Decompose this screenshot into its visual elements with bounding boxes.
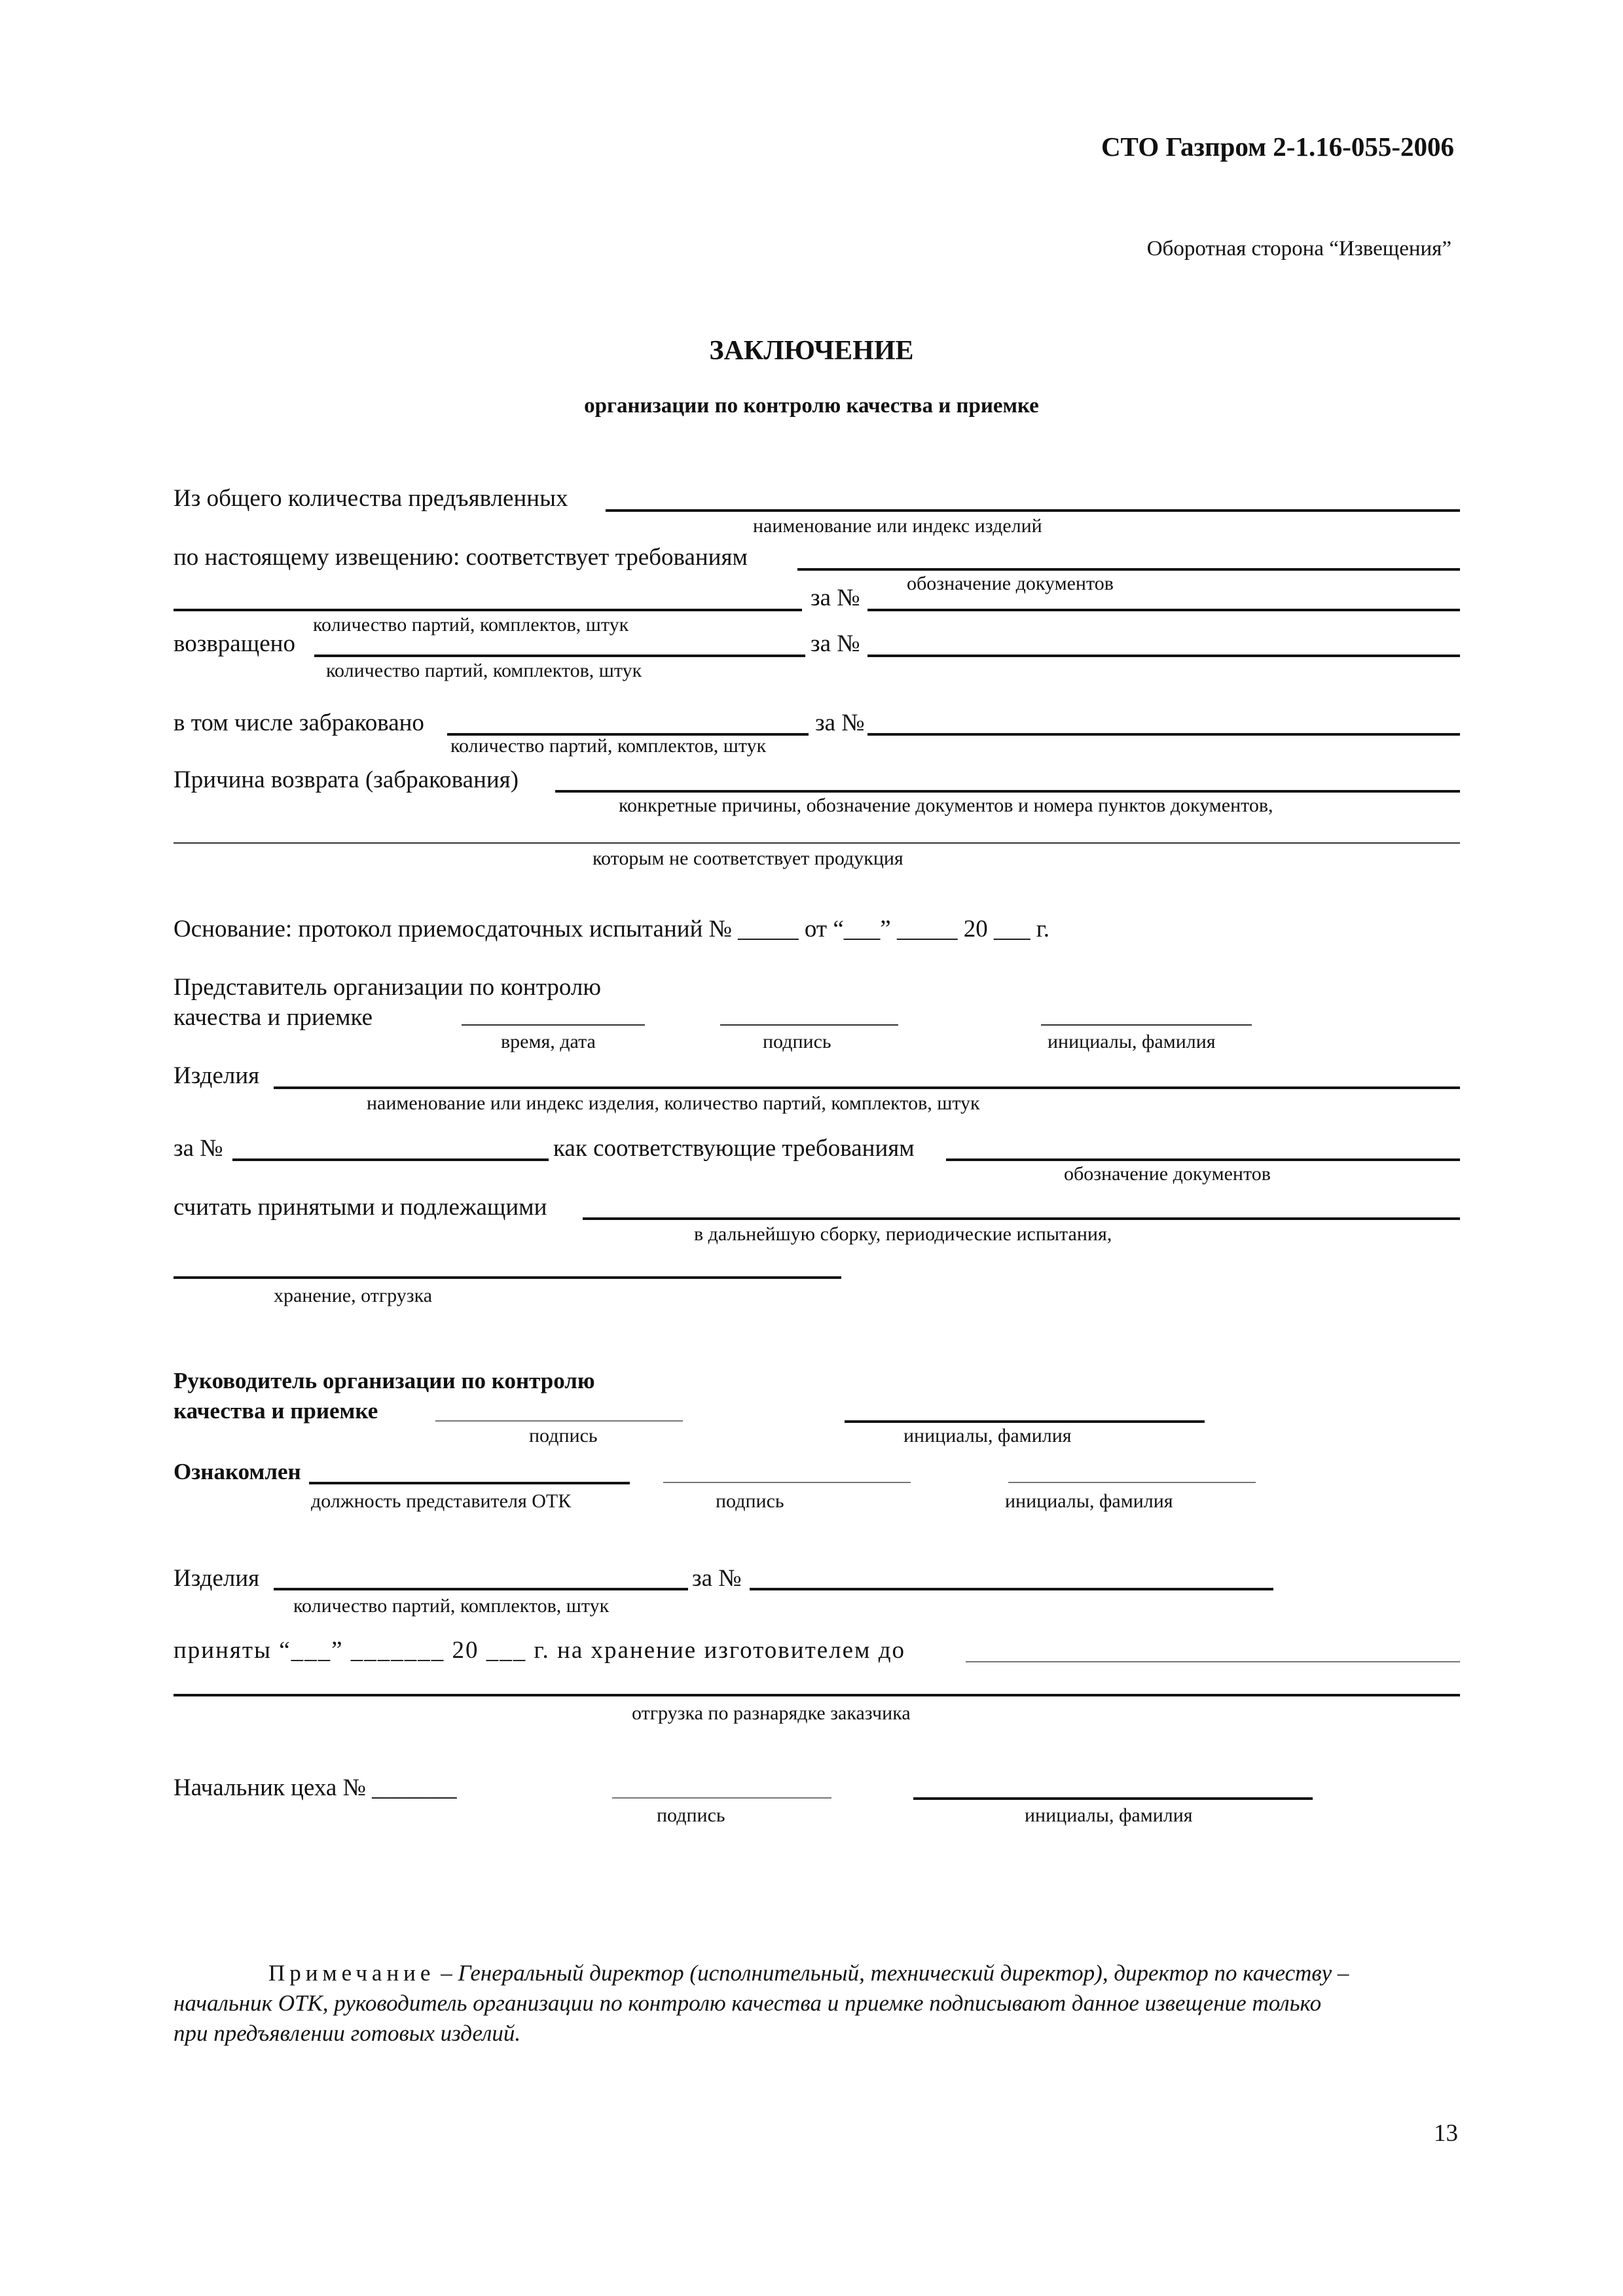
caption-quantity-1: количество партий, комплектов, штук xyxy=(313,614,629,636)
field-items-2-quantity[interactable] xyxy=(274,1588,688,1590)
field-consider-accepted[interactable] xyxy=(583,1217,1460,1220)
label-items-2: Изделия xyxy=(173,1565,260,1592)
label-za-no-2: за № xyxy=(811,630,860,657)
caption-further-assembly: в дальнейшую сборку, периодические испытания, xyxy=(694,1223,1112,1245)
field-storage-until[interactable] xyxy=(966,1661,1460,1662)
caption-head-name: инициалы, фамилия xyxy=(903,1425,1072,1446)
label-consider-accepted: считать принятыми и подлежащими xyxy=(173,1194,547,1221)
field-shop-signature[interactable] xyxy=(612,1797,831,1799)
label-za-no-4: за № xyxy=(173,1135,223,1162)
field-rep-signature[interactable] xyxy=(720,1024,898,1026)
field-za-no-5[interactable] xyxy=(750,1588,1273,1590)
label-acknowledged: Ознакомлен xyxy=(173,1459,301,1484)
field-complying-requirements[interactable] xyxy=(946,1158,1460,1161)
caption-ack-signature: подпись xyxy=(716,1490,784,1512)
field-storage[interactable] xyxy=(173,1276,841,1279)
caption-reason-2: которым не соответствует продукция xyxy=(593,848,903,869)
page-number: 13 xyxy=(1434,2120,1458,2147)
caption-quantity-2: количество партий, комплектов, штук xyxy=(326,660,642,681)
note-dash: – xyxy=(435,1960,458,1986)
field-quantity[interactable] xyxy=(173,609,802,611)
caption-ack-position: должность представителя ОТК xyxy=(311,1490,572,1512)
caption-product-name: наименование или индекс изделий xyxy=(753,515,1042,537)
caption-items-2: количество партий, комплектов, штук xyxy=(293,1595,610,1617)
label-as-complying: как соответствующие требованиям xyxy=(553,1135,915,1162)
accepted-storage-line: приняты “___” _______ 20 ___ г. на хранение изготовителем до xyxy=(173,1637,906,1664)
label-return-reason: Причина возврата (забракования) xyxy=(173,766,519,793)
field-head-signature[interactable] xyxy=(435,1420,683,1422)
label-shop-head: Начальник цеха № _______ xyxy=(173,1774,457,1801)
form-subtitle: организации по контролю качества и приемке xyxy=(584,394,1039,418)
field-head-name[interactable] xyxy=(845,1420,1205,1423)
note-text-1: Генеральный директор (исполнительный, технический директор), директор по качеству – xyxy=(458,1960,1349,1986)
caption-documents: обозначение документов xyxy=(907,573,1114,594)
field-ack-signature[interactable] xyxy=(663,1482,911,1483)
caption-shop-signature: подпись xyxy=(657,1804,725,1826)
label-za-no-1: за № xyxy=(811,584,860,611)
caption-rep-time: время, дата xyxy=(501,1031,596,1052)
label-representative-2: качества и приемке xyxy=(173,1004,373,1031)
field-za-no-2[interactable] xyxy=(867,655,1460,657)
field-rep-name[interactable] xyxy=(1041,1024,1252,1026)
label-za-no-3: за № xyxy=(815,709,865,736)
caption-quantity-3: количество партий, комплектов, штук xyxy=(450,735,767,757)
note-line-2: начальник ОТК, руководитель организации по контролю качества и приемке подписывают данное извещение только xyxy=(173,1990,1322,2016)
field-total-presented[interactable] xyxy=(606,509,1460,512)
form-title: ЗАКЛЮЧЕНИЕ xyxy=(709,336,914,366)
field-za-no-1[interactable] xyxy=(867,609,1460,611)
field-shop-name[interactable] xyxy=(913,1797,1313,1800)
field-rep-time[interactable] xyxy=(462,1024,645,1026)
field-ack-position[interactable] xyxy=(309,1482,630,1484)
caption-ack-name: инициалы, фамилия xyxy=(1005,1490,1173,1512)
side-note: Оборотная сторона “Извещения” xyxy=(1146,237,1451,260)
caption-items: наименование или индекс изделия, количество партий, комплектов, штук xyxy=(367,1092,980,1114)
field-requirements[interactable] xyxy=(797,568,1460,571)
caption-shipment: отгрузка по разнарядке заказчика xyxy=(632,1702,911,1724)
label-head-2: качества и приемке xyxy=(173,1398,378,1424)
caption-reason: конкретные причины, обозначение документов и номера пунктов документов, xyxy=(619,795,1273,816)
label-items: Изделия xyxy=(173,1062,260,1089)
label-representative-1: Представитель организации по контролю xyxy=(173,974,601,1001)
field-returned[interactable] xyxy=(314,655,805,657)
label-za-no-5: за № xyxy=(692,1565,742,1592)
label-returned: возвращено xyxy=(173,630,295,657)
document-number: СТО Газпром 2-1.16-055-2006 xyxy=(1101,132,1454,162)
caption-head-signature: подпись xyxy=(529,1425,598,1446)
caption-shop-name: инициалы, фамилия xyxy=(1025,1804,1193,1826)
label-head-1: Руководитель организации по контролю xyxy=(173,1368,595,1393)
field-za-no-3[interactable] xyxy=(867,733,1460,736)
note-line-3: при предъявлении готовых изделий. xyxy=(173,2020,521,2046)
caption-rep-signature: подпись xyxy=(763,1031,831,1052)
caption-rep-name: инициалы, фамилия xyxy=(1048,1031,1216,1052)
field-za-no-4[interactable] xyxy=(232,1158,549,1161)
field-ack-name[interactable] xyxy=(1008,1482,1256,1483)
label-complies-requirements: по настоящему извещению: соответствует требованиям xyxy=(173,544,748,571)
caption-complying-docs: обозначение документов xyxy=(1064,1163,1271,1185)
note-label: Примечание xyxy=(268,1960,435,1986)
caption-storage: хранение, отгрузка xyxy=(274,1285,433,1306)
field-shipment[interactable] xyxy=(173,1694,1460,1696)
basis-protocol-line: Основание: протокол приемосдаточных испытаний № _____ от “___” _____ 20 ___ г. xyxy=(173,916,1049,942)
label-rejected: в том числе забраковано xyxy=(173,709,424,736)
label-total-presented: Из общего количества предъявленных xyxy=(173,485,568,512)
field-reason-continued[interactable] xyxy=(173,842,1460,844)
field-items[interactable] xyxy=(274,1086,1460,1089)
field-return-reason[interactable] xyxy=(555,790,1460,793)
note-line-1 xyxy=(268,1958,1349,1988)
